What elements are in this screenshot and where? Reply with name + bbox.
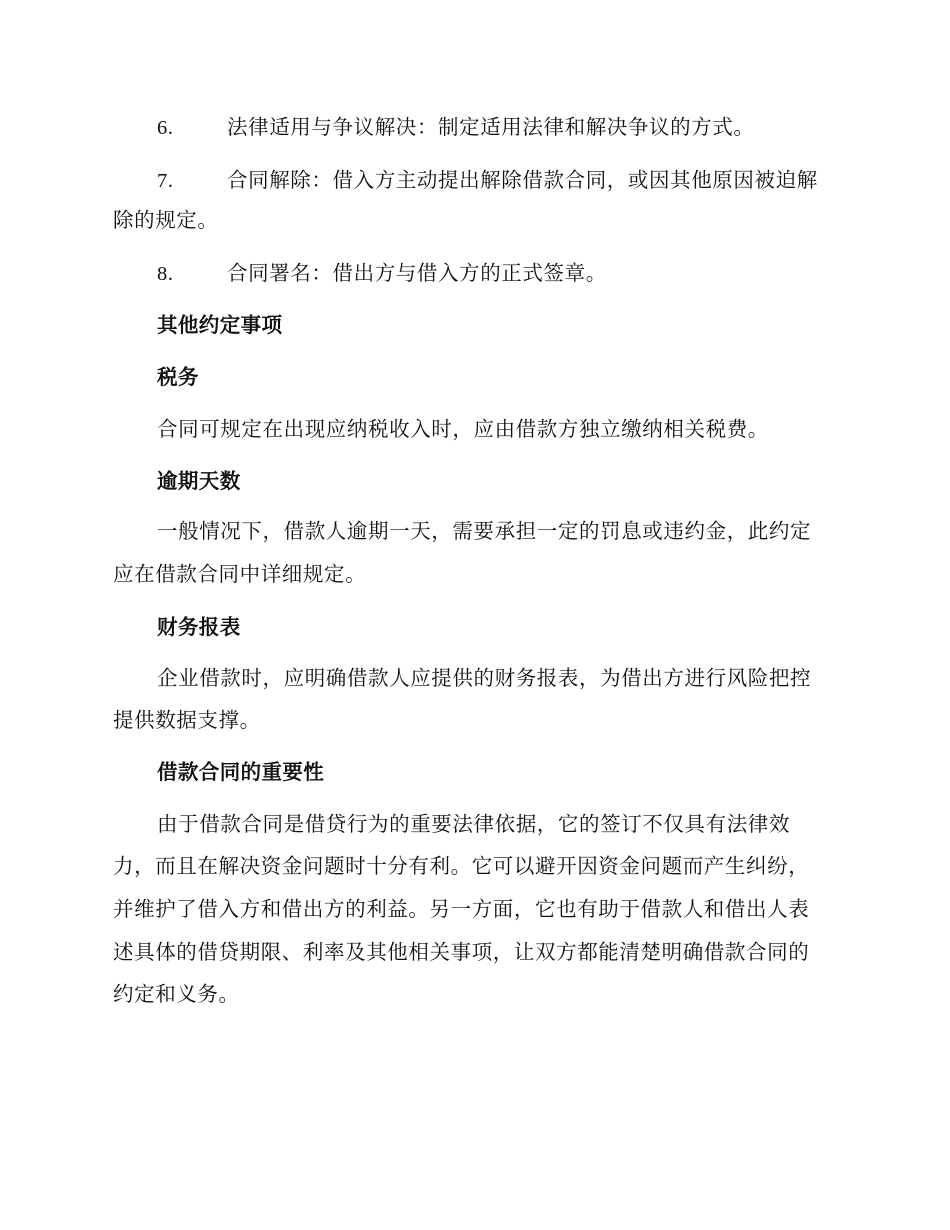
paragraph-line: 合同可规定在出现应纳税收入时，应由借款方独立缴纳相关税费。	[157, 417, 769, 441]
list-text: 合同署名：借出方与借入方的正式签章。	[227, 261, 607, 285]
subsection-heading-financial-statements: 财务报表	[157, 615, 241, 639]
list-number: 6.	[157, 117, 174, 139]
paragraph-line: 应在借款合同中详细规定。	[113, 562, 367, 586]
list-text: 法律适用与争议解决：制定适用法律和解决争议的方式。	[227, 115, 755, 139]
paragraph-line: 述具体的借贷期限、利率及其他相关事项，让双方都能清楚明确借款合同的	[113, 940, 810, 964]
paragraph-line: 力，而且在解决资金问题时十分有利。它可以避开因资金问题而产生纠纷，	[113, 854, 810, 878]
list-item-8	[157, 250, 877, 297]
paragraph-line: 提供数据支撑。	[113, 708, 261, 732]
section-heading: 其他约定事项	[157, 313, 283, 337]
paragraph-line: 一般情况下，借款人逾期一天，需要承担一定的罚息或违约金，此约定	[157, 519, 812, 543]
paragraph-line: 约定和义务。	[113, 982, 240, 1006]
list-number: 8.	[157, 263, 174, 285]
subsection-heading-importance: 借款合同的重要性	[157, 760, 325, 784]
paragraph-line: 并维护了借入方和借出方的利益。另一方面，它也有助于借款人和借出人表	[113, 897, 810, 921]
list-text: 合同解除：借入方主动提出解除借款合同，或因其他原因被迫解	[227, 168, 818, 192]
list-item-7-continuation: 除的规定。	[113, 208, 219, 232]
list-item-6	[157, 104, 877, 151]
paragraph-line: 由于借款合同是借贷行为的重要法律依据，它的签订不仅具有法律效	[157, 812, 790, 836]
paragraph-line: 企业借款时，应明确借款人应提供的财务报表，为借出方进行风险把控	[157, 666, 812, 690]
subsection-heading-tax: 税务	[157, 365, 199, 389]
list-number: 7.	[157, 170, 174, 192]
subsection-heading-overdue: 逾期天数	[157, 469, 241, 493]
